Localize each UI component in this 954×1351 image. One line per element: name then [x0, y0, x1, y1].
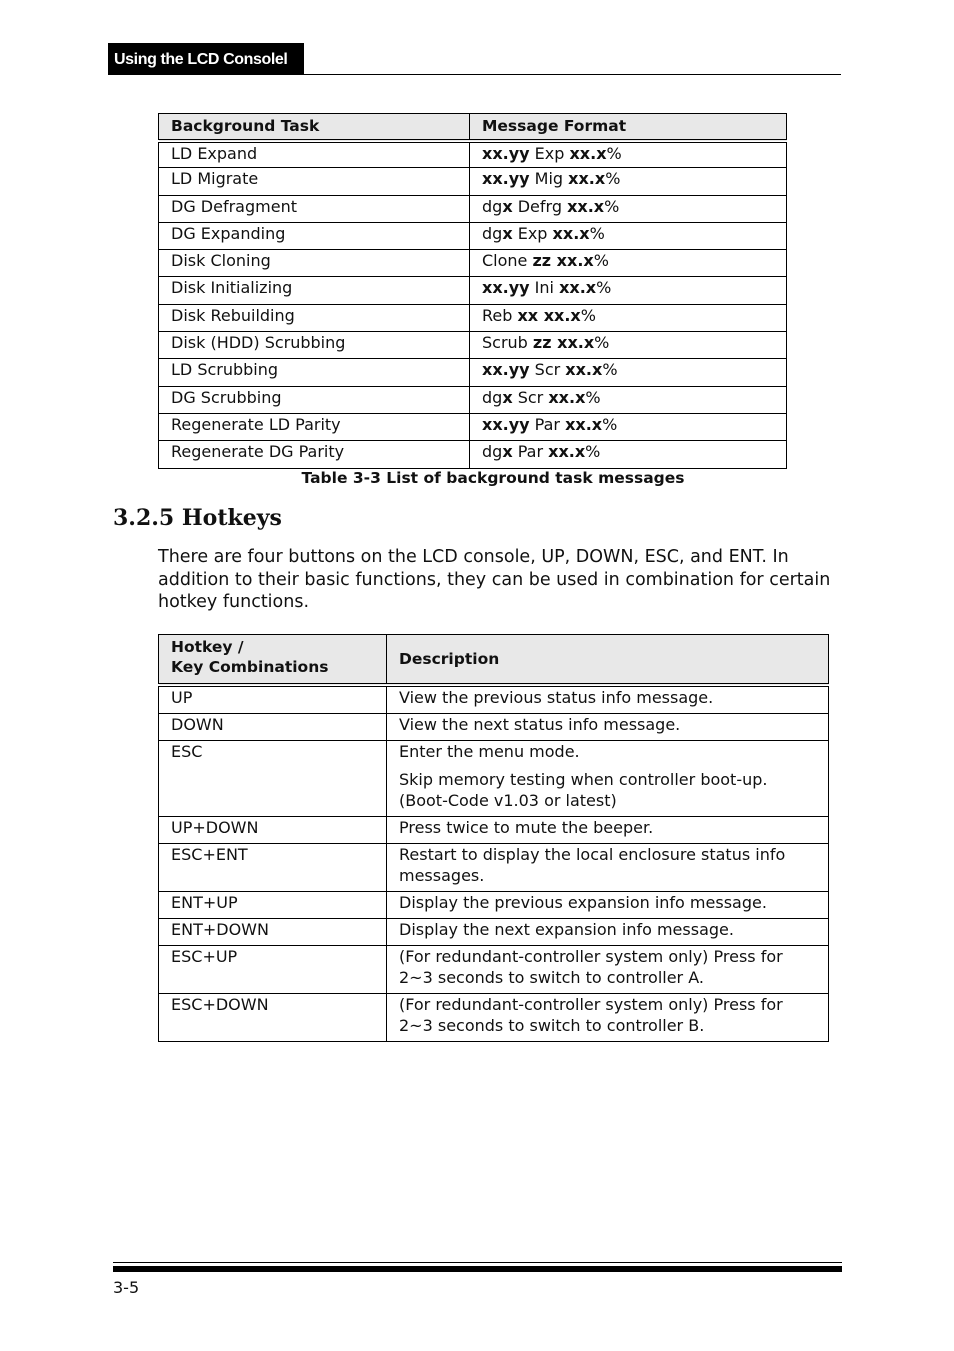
- format-segment: x: [502, 223, 513, 243]
- table-row: [159, 816, 829, 843]
- format-segment: dg: [482, 223, 503, 243]
- format-segment: Mig: [529, 169, 569, 189]
- description-text: (For redundant-controller system only) Press for 2~3 seconds to switch to controller B.: [399, 994, 783, 1035]
- hotkey-cell: ESC+DOWN: [159, 993, 387, 1041]
- message-format-cell: [470, 359, 787, 386]
- format-segment: %: [606, 143, 622, 163]
- table-row: [159, 277, 787, 304]
- hotkey-cell: ESC: [159, 740, 387, 816]
- description-text: Restart to display the local enclosure status info messages.: [399, 844, 786, 885]
- section-paragraph: There are four buttons on the LCD console, UP, DOWN, ESC, and ENT. In addition to their basic functions, they can be used in combination for certain hotkey functions.: [158, 547, 831, 612]
- description-cell: [387, 993, 829, 1041]
- task-name-cell: Disk Initializing: [159, 277, 470, 304]
- hotkey-header-line2: Key Combinations: [171, 658, 329, 676]
- table-row: [159, 713, 829, 740]
- format-segment: Exp: [512, 223, 553, 243]
- description-cell: [387, 891, 829, 918]
- description-text: Display the next expansion info message.: [399, 919, 734, 939]
- format-segment: Scr: [512, 387, 549, 407]
- format-segment: xx.x: [565, 414, 603, 434]
- description-text: (For redundant-controller system only) Press for 2~3 seconds to switch to controller A.: [399, 946, 783, 987]
- task-name-cell: LD Migrate: [159, 168, 470, 195]
- table-row: [159, 195, 787, 222]
- table-row: [159, 685, 829, 714]
- format-segment: xx.yy: [482, 360, 530, 380]
- table-header-row: [159, 635, 829, 685]
- table-row: [159, 843, 829, 891]
- format-segment: xx.x: [569, 143, 607, 163]
- format-segment: xx.yy: [482, 414, 530, 434]
- format-segment: %: [589, 223, 605, 243]
- description-text: View the previous status info message.: [399, 687, 714, 707]
- description-cell: [387, 740, 829, 816]
- format-segment: xx.x: [548, 387, 586, 407]
- table-row: [159, 304, 787, 331]
- format-segment: xx.yy: [482, 278, 530, 298]
- format-segment: %: [580, 305, 596, 325]
- table-row: [159, 993, 829, 1041]
- table-row: [159, 359, 787, 386]
- format-segment: %: [604, 196, 620, 216]
- format-segment: %: [594, 333, 610, 353]
- format-segment: %: [602, 360, 618, 380]
- message-format-cell: [470, 441, 787, 468]
- hotkey-cell: ESC+ENT: [159, 843, 387, 891]
- message-format-cell: [470, 332, 787, 359]
- table-row: [159, 250, 787, 277]
- format-segment: Clone: [482, 251, 533, 271]
- hotkey-header-line1: Hotkey /: [171, 638, 244, 656]
- format-segment: xx.x: [552, 223, 590, 243]
- table-row: [159, 141, 787, 168]
- task-name-cell: Disk (HDD) Scrubbing: [159, 332, 470, 359]
- message-format-cell: [470, 222, 787, 249]
- table-row: [159, 945, 829, 993]
- message-format-cell: [470, 413, 787, 440]
- task-name-cell: DG Scrubbing: [159, 386, 470, 413]
- task-name-cell: DG Expanding: [159, 222, 470, 249]
- table-row: [159, 332, 787, 359]
- format-segment: xx.x: [559, 278, 597, 298]
- format-segment: dg: [482, 442, 503, 462]
- format-segment: dg: [482, 196, 503, 216]
- format-segment: Reb: [482, 305, 518, 325]
- format-segment: Ini: [529, 278, 560, 298]
- table-row: [159, 740, 829, 816]
- description-cell: [387, 816, 829, 843]
- format-segment: %: [585, 387, 601, 407]
- footer-rule: [113, 1262, 842, 1263]
- format-segment: Par: [529, 414, 566, 434]
- task-name-cell: Regenerate LD Parity: [159, 413, 470, 440]
- table-row: [159, 386, 787, 413]
- format-segment: x: [502, 442, 513, 462]
- message-format-cell: [470, 168, 787, 195]
- task-name-cell: Regenerate DG Parity: [159, 441, 470, 468]
- format-segment: %: [585, 442, 601, 462]
- format-segment: x: [502, 196, 513, 216]
- task-name-cell: Disk Cloning: [159, 250, 470, 277]
- format-segment: xx.x: [568, 169, 606, 189]
- description-cell: [387, 843, 829, 891]
- format-segment: xx.x: [567, 196, 605, 216]
- hotkey-cell: ENT+UP: [159, 891, 387, 918]
- task-name-cell: Disk Rebuilding: [159, 304, 470, 331]
- message-format-cell: [470, 304, 787, 331]
- format-segment: %: [602, 414, 618, 434]
- hotkey-cell: DOWN: [159, 713, 387, 740]
- description-cell: [387, 918, 829, 945]
- column-header-description: Description: [387, 635, 829, 685]
- format-segment: xx.yy: [482, 143, 530, 163]
- message-format-cell: [470, 141, 787, 168]
- description-cell: [387, 685, 829, 714]
- task-name-cell: LD Expand: [159, 141, 470, 168]
- table-row: [159, 168, 787, 195]
- format-segment: Exp: [529, 143, 570, 163]
- table-row: [159, 413, 787, 440]
- section-title: 3.2.5 Hotkeys: [113, 505, 282, 531]
- format-segment: %: [593, 251, 609, 271]
- column-header-format: Message Format: [470, 114, 787, 141]
- description-text: Enter the menu mode.: [399, 741, 580, 761]
- table-row: [159, 441, 787, 468]
- description-text: Press twice to mute the beeper.: [399, 817, 654, 837]
- format-segment: %: [605, 169, 621, 189]
- format-segment: Par: [512, 442, 549, 462]
- hotkey-table: [158, 634, 829, 1042]
- message-format-cell: [470, 195, 787, 222]
- message-format-cell: [470, 277, 787, 304]
- format-segment: x: [502, 387, 513, 407]
- hotkey-cell: ENT+DOWN: [159, 918, 387, 945]
- description-cell: [387, 945, 829, 993]
- hotkey-cell: UP: [159, 685, 387, 714]
- description-text: View the next status info message.: [399, 714, 681, 734]
- table-header-row: [159, 114, 787, 141]
- description-text: Skip memory testing when controller boot-up.(Boot-Code v1.03 or latest): [399, 769, 768, 810]
- column-header-hotkey: [159, 635, 387, 685]
- header-rule: [108, 74, 841, 75]
- message-format-cell: [470, 386, 787, 413]
- description-text: Display the previous expansion info message.: [399, 892, 767, 912]
- footer-rule-thick: [113, 1266, 842, 1272]
- background-task-table: [158, 113, 787, 469]
- table-row: [159, 918, 829, 945]
- column-header-task: Background Task: [159, 114, 470, 141]
- format-segment: %: [596, 278, 612, 298]
- header-title: Using the LCD Consolel: [108, 43, 304, 75]
- format-segment: xx.yy: [482, 169, 530, 189]
- format-segment: xx xx.x: [517, 305, 581, 325]
- format-segment: zz xx.x: [532, 333, 595, 353]
- task-name-cell: LD Scrubbing: [159, 359, 470, 386]
- table-row: [159, 891, 829, 918]
- task-name-cell: DG Defragment: [159, 195, 470, 222]
- message-format-cell: [470, 250, 787, 277]
- format-segment: dg: [482, 387, 503, 407]
- table-row: [159, 222, 787, 249]
- format-segment: xx.x: [548, 442, 586, 462]
- table-caption: Table 3-3 List of background task messages: [301, 469, 685, 487]
- hotkey-cell: UP+DOWN: [159, 816, 387, 843]
- format-segment: Scrub: [482, 333, 533, 353]
- page-number: 3-5: [113, 1278, 140, 1297]
- format-segment: xx.x: [565, 360, 603, 380]
- description-cell: [387, 713, 829, 740]
- format-segment: zz xx.x: [532, 251, 594, 271]
- format-segment: Scr: [529, 360, 566, 380]
- hotkey-cell: ESC+UP: [159, 945, 387, 993]
- format-segment: Defrg: [512, 196, 568, 216]
